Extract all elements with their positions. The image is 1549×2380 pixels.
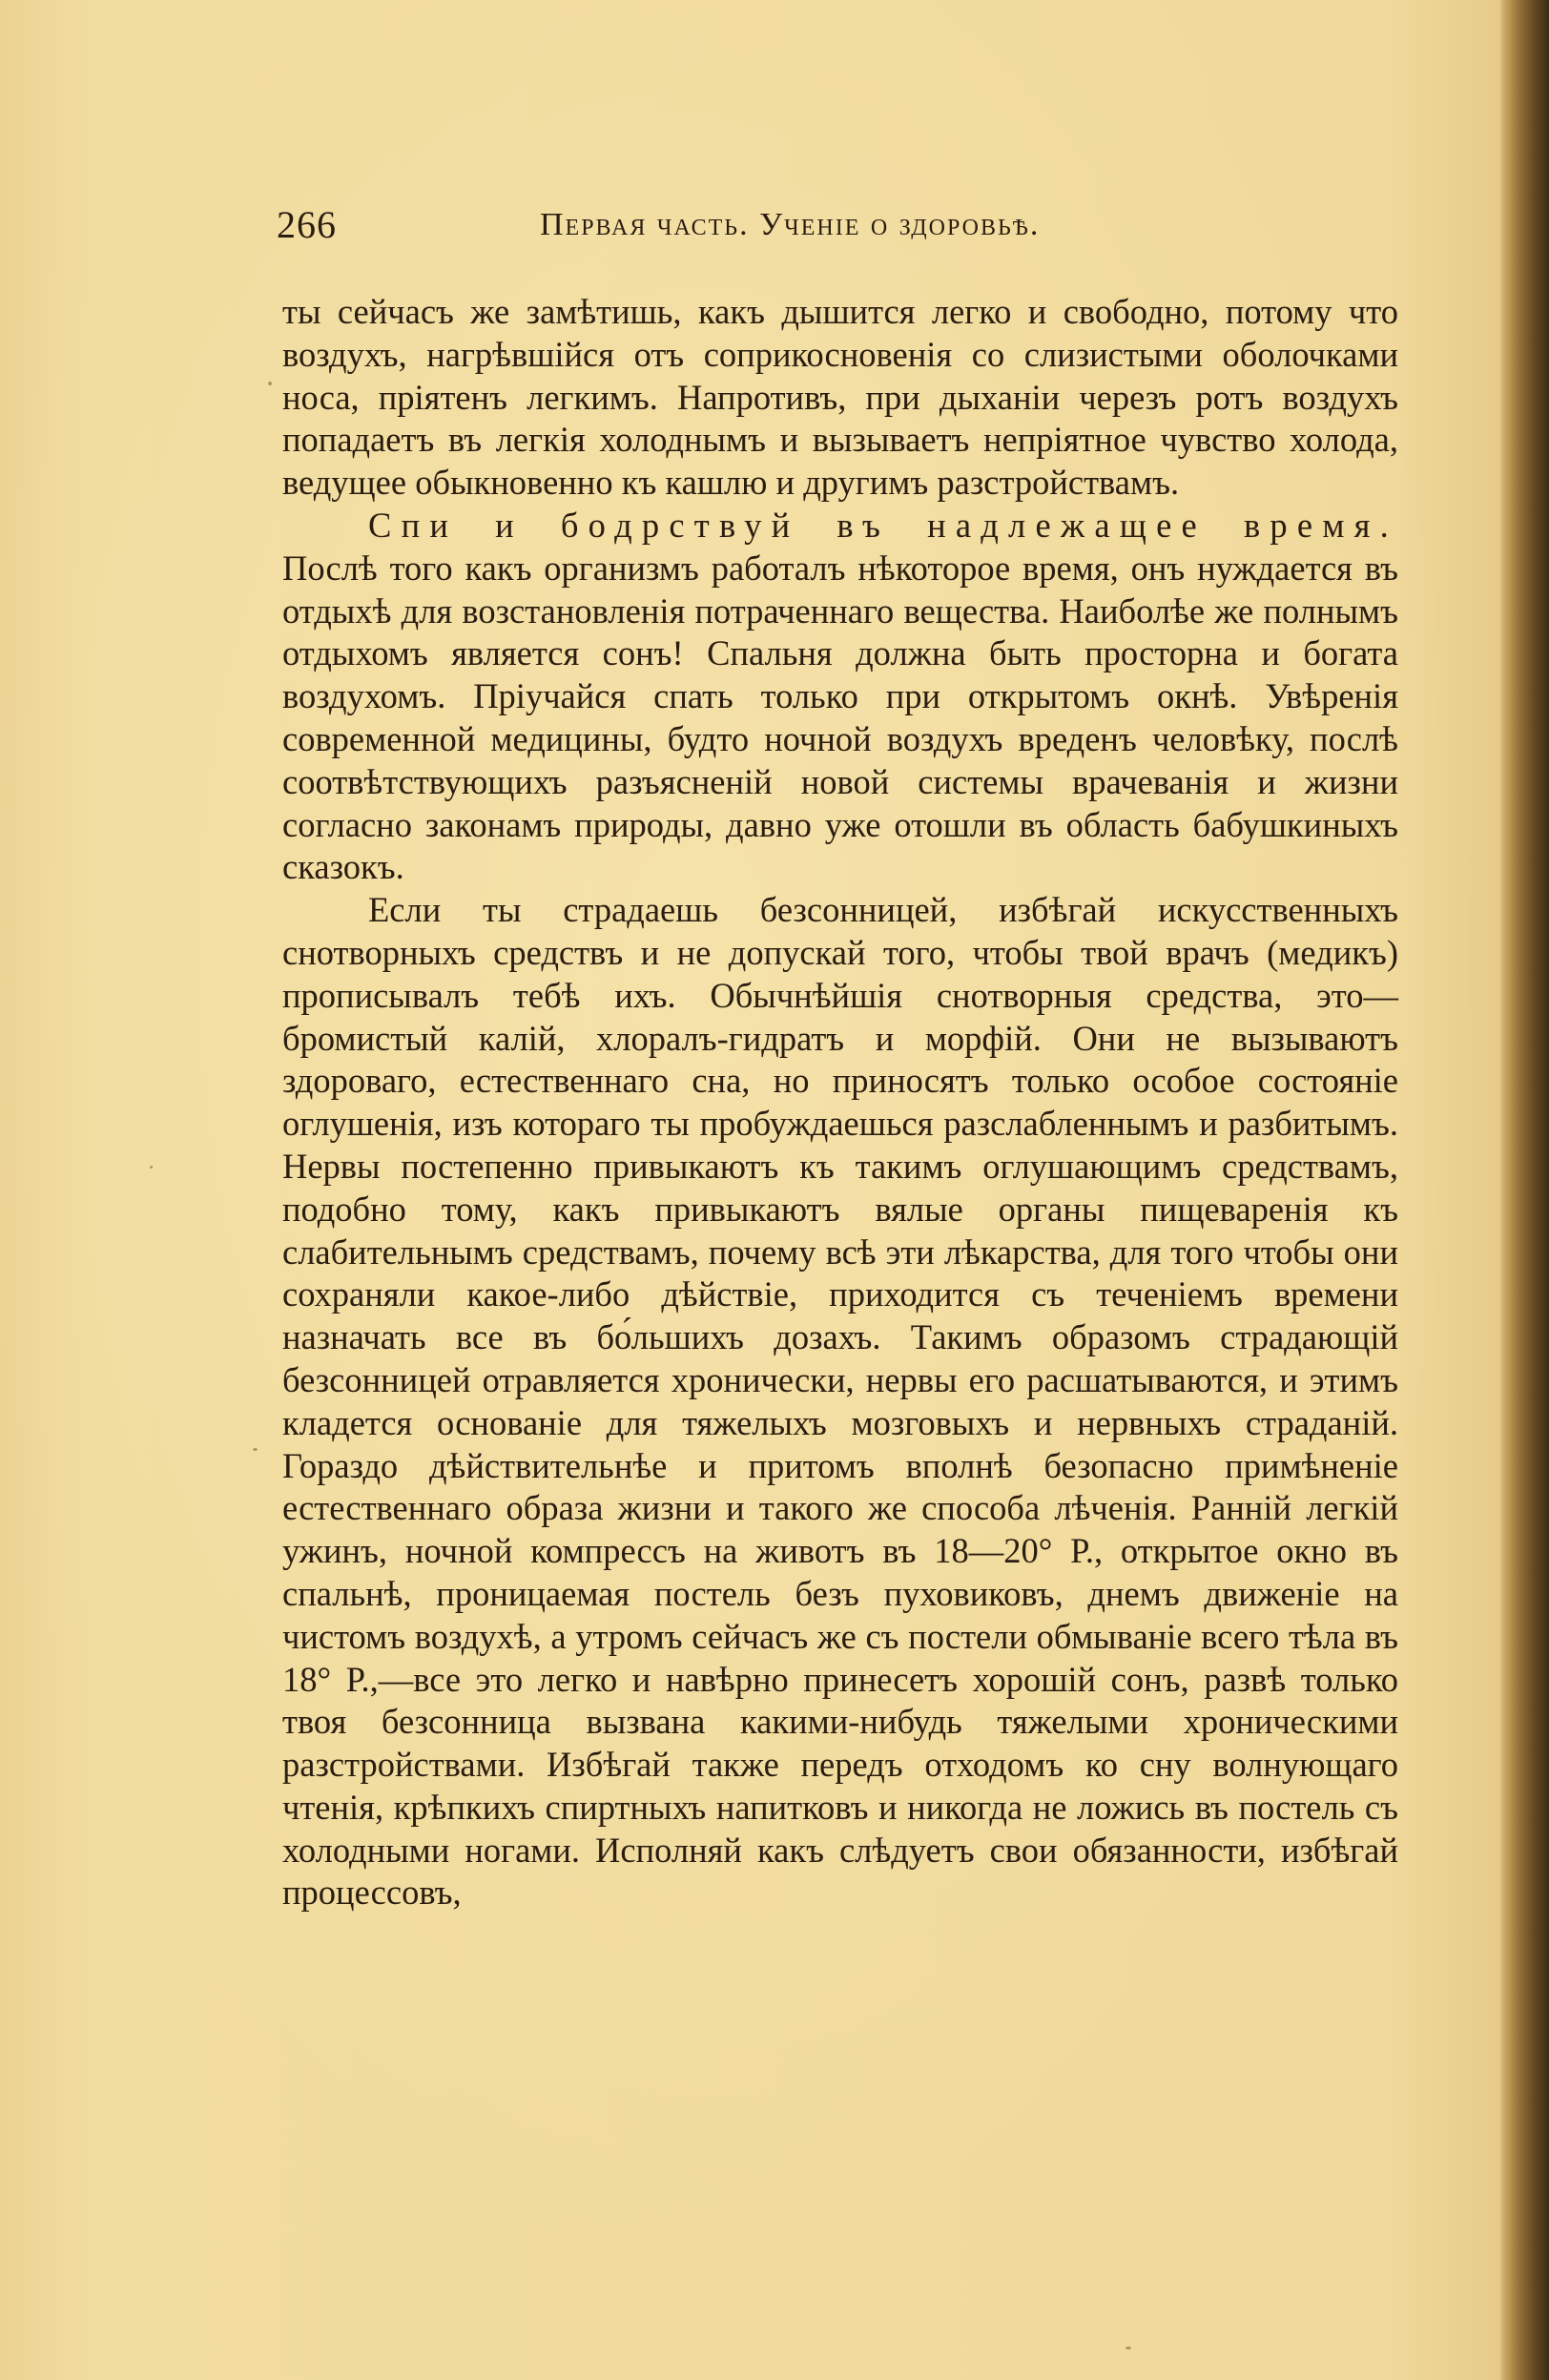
paragraph-3: Если ты страдаешь безсонницей, избѣгай искусственныхъ снотворныхъ средствъ и не допускай того, чтобы твой врачъ (медикъ) прописывалъ тебѣ ихъ. Обычнѣйшія снотворныя средства, это—бромистый калій, хлоралъ-гидратъ и морфій. Они не вызываютъ здороваго, естественнаго сна, но приносятъ только особое состояніе оглушенія, изъ котораго ты пробуждаешься разслабленнымъ и разбитымъ. Нервы постепенно привыкаютъ къ такимъ оглушающимъ средствамъ, подобно тому, какъ привыкаютъ вялые органы пищеваренія къ слабительнымъ средствамъ, почему всѣ эти лѣкарства, для того чтобы они сохраняли какое-либо дѣйствіе, приходится съ теченіемъ времени назначать все въ бо́льшихъ дозахъ. Такимъ образомъ страдающій безсонницей отравляется хронически, нервы его расшатываются, и этимъ кладется основаніе для тяжелыхъ мозговыхъ и нервныхъ страданій. Гораздо дѣйствительнѣе и притомъ вполнѣ безопасно примѣненіе естественнаго образа жизни и такого же способа лѣченія. Ранній легкій ужинъ, ночной компрессъ на животъ въ 18—20° Р., открытое окно въ спальнѣ, проницаемая постель безъ пуховиковъ, днемъ движеніе на чистомъ воздухѣ, а утромъ сейчасъ же съ постели обмываніе всего тѣла въ 18° Р.,—все это легко и навѣрно принесетъ хорошій сонъ, развѣ только твоя безсонница вызвана какими-нибудь тяжелыми хроническими разстройствами. Избѣгай также передъ отходомъ ко сну волнующаго чтенія, крѣпкихъ спиртныхъ напитковъ и никогда не ложись въ постель съ холодными ногами. Исполняй какъ слѣдуетъ свои обязанности, избѣгай процессовъ, <box>282 890 1398 1913</box>
paragraph-1: ты сейчасъ же замѣтишь, какъ дышится легко и свободно, потому что воздухъ, нагрѣвшійся отъ соприкосновенія со слизистыми оболочками носа, пріятенъ легкимъ. Напротивъ, при дыханіи черезъ ротъ воздухъ попадаетъ въ легкія холоднымъ и вызываетъ непріятное чувство холода, ведущее обыкновенно къ кашлю и другимъ разстройствамъ. <box>282 292 1398 503</box>
paper-speck <box>268 382 272 385</box>
paper-speck <box>1126 2347 1131 2349</box>
page-header <box>277 198 1402 256</box>
running-head: Первая часть. Ученіе о здоровьѣ. <box>540 207 1041 242</box>
book-spine <box>1505 0 1549 2380</box>
section-heading: Спи и бодрствуй въ надлежащее время. <box>368 505 1398 545</box>
page-number: 266 <box>277 203 337 246</box>
paper-speck <box>150 1166 153 1169</box>
paragraph-2-text: Послѣ того какъ организмъ работалъ нѣкоторое время, онъ нуждается въ отдыхѣ для возстановленія потраченнаго вещества. Наиболѣе же полнымъ отдыхомъ является сонъ! Спальня должна быть просторна и богата воздухомъ. Пріучайся спать только при открытомъ окнѣ. Увѣренія современной медицины, будто ночной воздухъ вреденъ человѣку, послѣ соотвѣтствующихъ разъясненій новой системы врачеванія и жизни согласно законамъ природы, давно уже отошли въ область бабушкиныхъ сказокъ. <box>282 548 1398 887</box>
body-text <box>282 291 1398 1914</box>
paragraph-2 <box>282 505 1398 889</box>
paper-speck <box>253 1448 258 1451</box>
